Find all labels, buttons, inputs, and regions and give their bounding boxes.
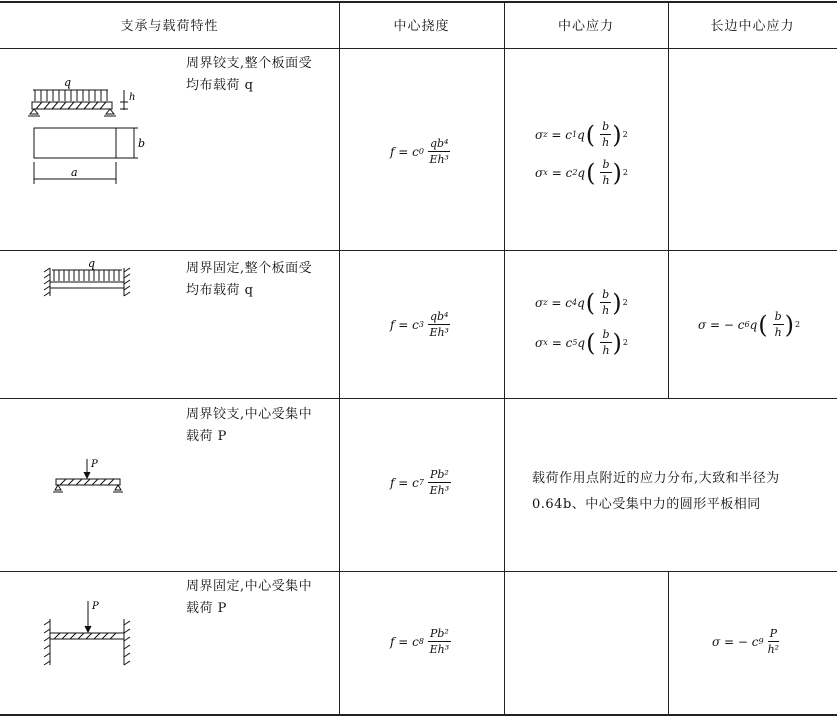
col-rule-2 bbox=[504, 1, 505, 714]
row1-fig-h-label: h bbox=[129, 92, 136, 103]
row1-sx-frac-h: h bbox=[602, 174, 610, 187]
row4-deflection-num: Pb² bbox=[429, 627, 449, 640]
row3-desc-line1: 周界铰支,中心受集中 bbox=[186, 407, 313, 422]
row2-fig-q-label: q bbox=[88, 258, 96, 270]
header-support: 支承与载荷特性 bbox=[120, 18, 219, 34]
row2-le-frac-b: b bbox=[774, 310, 782, 323]
row2-sz-q: q bbox=[577, 295, 585, 310]
row3-note-line2: 0.64b、中心受集中力的圆形平板相同 bbox=[532, 497, 761, 512]
row2-long-edge-sub: 6 bbox=[744, 320, 750, 329]
row-rule-3 bbox=[0, 571, 837, 572]
row2-stress-z: σ z = c 4 q ( $\frac{b}{h}$ ) 2 bbox=[535, 288, 628, 317]
row2-stress-x: σ x = c 5 q ( $\frac{b}{h}$ ) 2 bbox=[535, 328, 628, 357]
row1-stress-z: σ z = c 1 q ( $\frac{b}{h}$ ) 2 bbox=[535, 120, 628, 149]
row2-deflection-lhs: f = c bbox=[390, 317, 419, 332]
row1-sigma-z-sub: z bbox=[543, 130, 548, 139]
row3-description bbox=[186, 404, 336, 448]
row1-fig-a-label: a bbox=[71, 166, 78, 179]
row1-deflection-formula bbox=[390, 137, 450, 166]
row3-simply-supported-point-diagram bbox=[50, 455, 140, 501]
row2-sx-csub: 5 bbox=[572, 338, 578, 347]
row4-fig-p-label: P bbox=[92, 601, 99, 612]
row4-long-edge-num: P bbox=[769, 627, 778, 640]
row1-sz-q: q bbox=[577, 127, 585, 142]
row4-deflection-formula bbox=[390, 627, 451, 656]
row4-desc-line2: 载荷 P bbox=[186, 601, 227, 616]
row1-description bbox=[186, 53, 336, 97]
row1-sz-frac-b: b bbox=[602, 120, 610, 133]
row1-sz-csub: 1 bbox=[572, 130, 578, 139]
row3-deflection-formula bbox=[390, 468, 451, 497]
row1-sigma-z: σ bbox=[535, 127, 544, 142]
row2-sz-exp: 2 bbox=[622, 298, 628, 307]
row2-deflection-num: qb⁴ bbox=[429, 310, 449, 323]
row1-sx-q: q bbox=[577, 165, 586, 180]
row1-sx-frac-b: b bbox=[602, 158, 610, 171]
row2-deflection-den: Eh³ bbox=[429, 326, 449, 339]
row4-long-edge-den: h² bbox=[767, 643, 780, 656]
row-rule-2 bbox=[0, 398, 837, 399]
row1-sx-exp: 2 bbox=[622, 168, 628, 177]
row2-sx-coef: = c bbox=[551, 335, 573, 350]
row2-sigma-x: σ bbox=[535, 335, 544, 350]
row3-desc-line2: 载荷 P bbox=[186, 429, 227, 444]
row4-deflection-lhs: f = c bbox=[390, 634, 419, 649]
row4-long-edge-sub: 9 bbox=[758, 637, 764, 646]
row1-sz-frac-h: h bbox=[602, 136, 610, 149]
row4-deflection-sub: 8 bbox=[418, 637, 424, 646]
row3-deflection-den: Eh³ bbox=[429, 484, 450, 497]
row2-description bbox=[186, 258, 336, 302]
col-rule-1 bbox=[339, 1, 340, 714]
row2-deflection-formula bbox=[390, 310, 450, 339]
row1-deflection-sub: 0 bbox=[418, 147, 424, 156]
row1-stress-x: σ x = c 2 q ( $\frac{b}{h}$ ) 2 bbox=[535, 158, 628, 187]
header-long-edge-stress: 长边中心应力 bbox=[710, 18, 795, 34]
row2-sx-frac-h: h bbox=[602, 344, 610, 357]
row2-le-exp: 2 bbox=[795, 320, 801, 329]
row2-le-frac-h: h bbox=[774, 326, 782, 339]
row1-fig-b-label: b bbox=[138, 137, 146, 150]
row2-long-edge-formula: σ = − c 6 q ( $\frac{b}{h}$ ) 2 bbox=[698, 310, 801, 339]
row2-sz-frac-b: b bbox=[602, 288, 610, 301]
row2-sx-exp: 2 bbox=[622, 338, 628, 347]
row1-sz-coef: = c bbox=[551, 127, 573, 142]
row1-fig-q-label: q bbox=[64, 76, 72, 89]
table-bottom-rule bbox=[0, 714, 837, 716]
row4-long-edge-formula bbox=[712, 627, 779, 656]
row2-desc-line1: 周界固定,整个板面受 bbox=[186, 261, 313, 276]
col-rule-3b bbox=[668, 571, 669, 714]
header-stress: 中心应力 bbox=[557, 18, 614, 34]
row2-sigma-z-sub: z bbox=[543, 298, 548, 307]
row1-simply-supported-uniform-diagram bbox=[20, 70, 160, 190]
row4-fixed-point-diagram bbox=[40, 595, 140, 675]
row4-deflection-den: Eh³ bbox=[429, 643, 450, 656]
row1-deflection-den: Eh³ bbox=[429, 153, 449, 166]
row2-fixed-uniform-diagram bbox=[40, 258, 140, 300]
row2-long-edge-q: q bbox=[749, 317, 758, 332]
row2-sz-csub: 4 bbox=[572, 298, 578, 307]
row1-sx-coef: = c bbox=[551, 165, 573, 180]
row1-deflection-lhs: f = c bbox=[390, 144, 419, 159]
row3-fig-p-label: P bbox=[91, 459, 98, 470]
row2-sigma-x-sub: x bbox=[543, 338, 548, 347]
row1-deflection-num: qb⁴ bbox=[429, 137, 449, 150]
row1-desc-line1: 周界铰支,整个板面受 bbox=[186, 56, 313, 71]
row1-desc-line2: 均布载荷 q bbox=[186, 78, 254, 93]
row2-sx-q: q bbox=[577, 335, 586, 350]
row2-deflection-sub: 3 bbox=[418, 320, 424, 329]
row2-sz-frac-h: h bbox=[602, 304, 610, 317]
row4-desc-line1: 周界固定,中心受集中 bbox=[186, 579, 313, 594]
row2-sz-coef: = c bbox=[551, 295, 573, 310]
row1-sigma-x: σ bbox=[535, 165, 544, 180]
row2-desc-line2: 均布载荷 q bbox=[186, 283, 254, 298]
header-rule bbox=[0, 48, 837, 49]
row-rule-1 bbox=[0, 250, 837, 251]
row1-sz-exp: 2 bbox=[622, 130, 628, 139]
row3-stress-note bbox=[532, 466, 824, 518]
row3-deflection-num: Pb² bbox=[429, 468, 449, 481]
row4-long-edge-lhs: σ = − c bbox=[712, 634, 759, 649]
col-rule-3a bbox=[668, 1, 669, 398]
row2-long-edge-lhs: σ = − c bbox=[698, 317, 745, 332]
row3-deflection-sub: 7 bbox=[418, 478, 424, 487]
row1-sx-csub: 2 bbox=[572, 168, 578, 177]
row3-note-line1: 载荷作用点附近的应力分布,大致和半径为 bbox=[532, 471, 780, 486]
row2-sx-frac-b: b bbox=[602, 328, 610, 341]
row2-sigma-z: σ bbox=[535, 295, 544, 310]
row1-sigma-x-sub: x bbox=[543, 168, 548, 177]
row4-description bbox=[186, 576, 336, 620]
header-deflection: 中心挠度 bbox=[393, 18, 450, 34]
row3-deflection-lhs: f = c bbox=[390, 475, 419, 490]
